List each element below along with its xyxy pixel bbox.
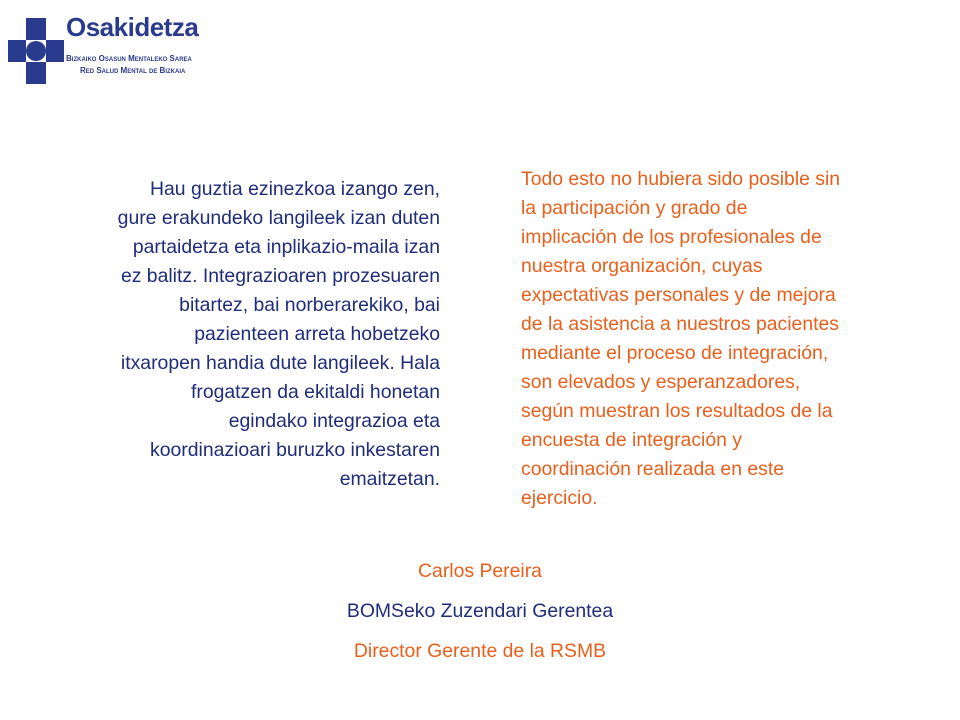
signature-title-basque: BOMSeko Zuzendari Gerentea — [346, 600, 614, 622]
signature-name: Carlos Pereira — [418, 560, 542, 582]
basque-paragraph: Hau guztia ezinezkoa izango zen, gure erakundeko langileek izan duten partaidetza eta inplikazio-maila izan ez balitz. Integrazioaren prozesuaren bitartez, bai norberarekiko, bai pazienteen arreta hobetzeko itxaropen handia dute langileek. Hala frogatzen da ekitaldi honetan egindako integrazioa eta koordinazioari buruzko inkestaren emaitzetan. — [117, 178, 440, 490]
osakidetza-cross-logo-icon — [8, 18, 68, 84]
logo-subtitle-basque: Bizkaiko Osasun Mentaleko Sarea — [66, 54, 192, 63]
logo-subtitle-spanish: Red Salud Mental de Bizkaia — [80, 66, 186, 75]
signature-block — [0, 553, 960, 673]
osakidetza-logo — [8, 10, 248, 80]
spanish-paragraph: Todo esto no hubiera sido posible sin la participación y grado de implicación de los profesionales de nuestra organización, cuyas expectativas personales y de mejora de la asistencia a nuestros pacientes mediante el proceso de integración, son elevados y esperanzadores, según muestran los resultados de la encuesta de integración y coordinación realizada en este ejercicio. — [521, 168, 841, 509]
logo-name: Osakidetza — [66, 12, 199, 42]
signature-title-spanish: Director Gerente de la RSMB — [353, 640, 607, 662]
